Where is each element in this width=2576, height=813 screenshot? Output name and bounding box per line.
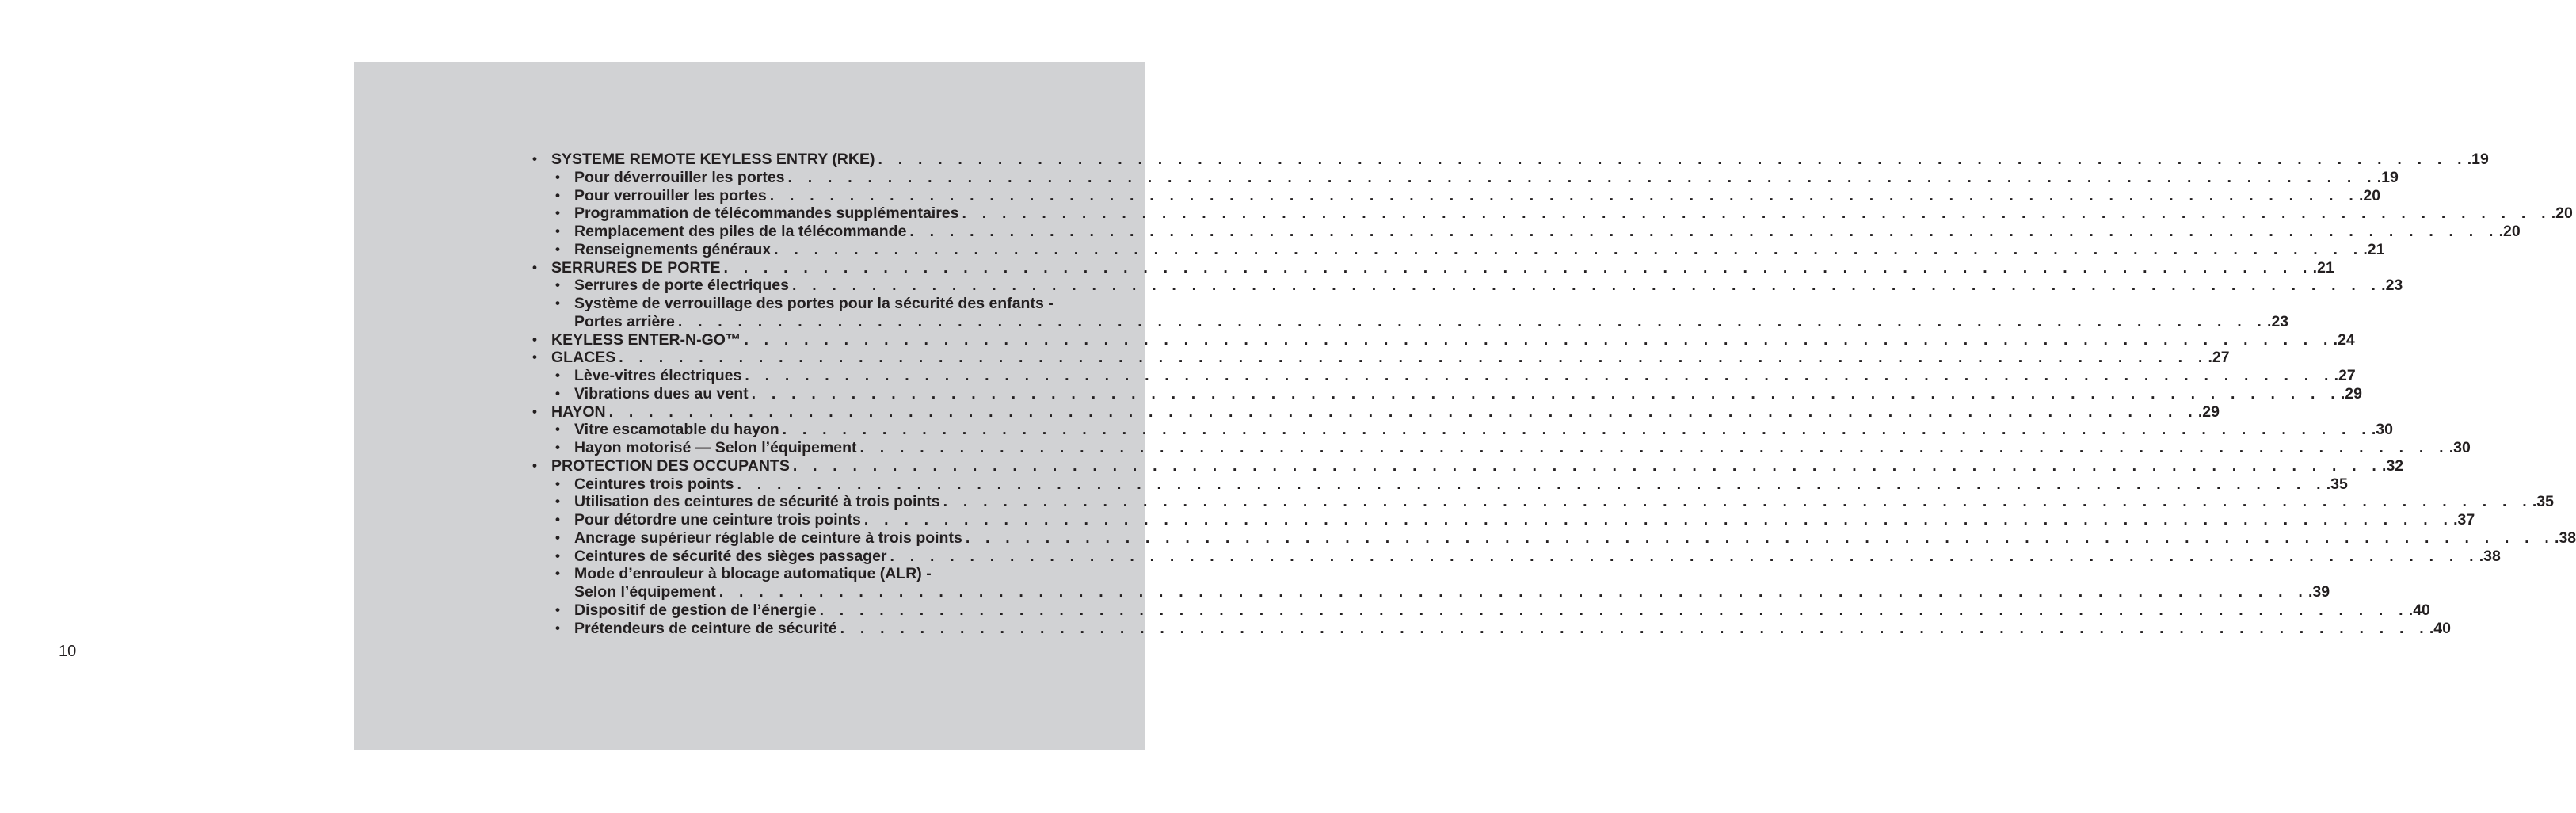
- dot-leader: . . . . . . . . . . . . . . . . . . . . . . . . . . . . . . . . . . . . . . . . . . . . . . . . . . . . . . . . . . . . . . . . . . . . . . . . . . . . . . . .: [962, 204, 2551, 223]
- toc-entry-page: .23: [2267, 312, 2289, 330]
- toc-entry-page: .20: [2498, 223, 2521, 240]
- toc-entry[interactable]: [532, 403, 2220, 422]
- toc-entry-page: .20: [2551, 204, 2573, 223]
- toc-entry-label: Programmation de télécommandes supplémentaires: [574, 204, 959, 223]
- toc-entry[interactable]: [532, 312, 2289, 331]
- dot-leader: . . . . . . . . . . . . . . . . . . . . . . . . . . . . . . . . . . . . . . . . . . . . . . . . . . . . . . . . . . . . . . . . . . . . . . . . . . . . . . . .: [859, 439, 2449, 456]
- toc-entry[interactable]: [532, 367, 2356, 385]
- dot-leader: . . . . . . . . . . . . . . . . . . . . . . . . . . . . . . . . . . . . . . . . . . . . . . . . . . . . . . . . . . . . . . . . . . . . . . . . . . . . . . . .: [718, 583, 2308, 601]
- toc-entry-label: Vitre escamotable du hayon: [574, 421, 779, 439]
- toc-entry[interactable]: [532, 475, 2348, 494]
- dot-leader: . . . . . . . . . . . . . . . . . . . . . . . . . . . . . . . . . . . . . . . . . . . . . . . . . . . . . . . . . . . . . . . . . . . . . . . . . . . . . . . .: [737, 475, 2326, 493]
- toc-entry[interactable]: [532, 168, 2399, 187]
- toc-entry[interactable]: [532, 204, 2573, 223]
- dot-leader: . . . . . . . . . . . . . . . . . . . . . . . . . . . . . . . . . . . . . . . . . . . . . . . . . . . . . . . . . . . . . . . . . . . . . . . . . . . . . . . .: [745, 367, 2334, 384]
- toc-entry-page: .40: [2408, 601, 2430, 619]
- toc-entry-page: .29: [2340, 384, 2362, 403]
- toc-entry-page: .35: [2532, 493, 2554, 511]
- toc-entry-page: .32: [2382, 456, 2404, 475]
- dot-leader: . . . . . . . . . . . . . . . . . . . . . . . . . . . . . . . . . . . . . . . . . . . . . . . . . . . . . . . . . . . . . . . . . . . . . . . . . . . . . . . .: [751, 384, 2341, 403]
- dot-leader: . . . . . . . . . . . . . . . . . . . . . . . . . . . . . . . . . . . . . . . . . . . . . . . . . . . . . . . . . . . . . . . . . . . . . . . . . . . . . . . .: [791, 277, 2382, 295]
- bullet-icon: •: [555, 512, 560, 527]
- dot-leader: . . . . . . . . . . . . . . . . . . . . . . . . . . . . . . . . . . . . . . . . . . . . . . . . . . . . . . . . . . . . . . . . . . . . . . . . . . . . . . . .: [769, 186, 2359, 204]
- toc-entry-page: .30: [2371, 421, 2393, 439]
- toc-entry-page: .38: [2555, 529, 2576, 547]
- bullet-icon: •: [555, 205, 560, 221]
- toc-entry-page: .35: [2326, 475, 2348, 493]
- toc-entry-label: Vibrations dues au vent: [574, 384, 749, 403]
- toc-entry[interactable]: [532, 186, 2381, 205]
- dot-leader: . . . . . . . . . . . . . . . . . . . . . . . . . . . . . . . . . . . . . . . . . . . . . . . . . . . . . . . . . . . . . . . . . . . . . . . . . . . . . . . .: [782, 421, 2372, 439]
- toc-entry-label: Prétendeurs de ceinture de sécurité: [574, 619, 837, 637]
- bullet-icon: •: [555, 494, 560, 510]
- toc-entry[interactable]: [532, 439, 2471, 457]
- toc-entry-label: PROTECTION DES OCCUPANTS: [551, 456, 790, 475]
- dot-leader: . . . . . . . . . . . . . . . . . . . . . . . . . . . . . . . . . . . . . . . . . . . . . . . . . . . . . . . . . . . . . . . . . . . . . . . . . . . . . . . .: [774, 240, 2364, 258]
- toc-entry-page: .27: [2334, 367, 2356, 384]
- bullet-icon: •: [555, 601, 560, 617]
- toc-entry[interactable]: [532, 456, 2404, 475]
- bullet-icon: •: [555, 385, 560, 401]
- dot-leader: . . . . . . . . . . . . . . . . . . . . . . . . . . . . . . . . . . . . . . . . . . . . . . . . . . . . . . . . . . . . . . . . . . . . . . . . . . . . . . . .: [840, 619, 2429, 637]
- dot-leader: . . . . . . . . . . . . . . . . . . . . . . . . . . . . . . . . . . . . . . . . . . . . . . . . . . . . . . . . . . . . . . . . . . . . . . . . . . . . . . . .: [723, 258, 2313, 277]
- toc-entry-label: Remplacement des piles de la télécommande: [574, 223, 907, 240]
- bullet-icon: •: [555, 277, 560, 293]
- toc-entry-label: Pour déverrouiller les portes: [574, 168, 785, 186]
- bullet-icon: •: [532, 349, 537, 365]
- toc-entry[interactable]: [532, 384, 2362, 403]
- toc-entry[interactable]: [532, 258, 2334, 277]
- toc-entry-page: .37: [2453, 511, 2475, 529]
- table-of-contents: [532, 151, 2576, 637]
- dot-leader: . . . . . . . . . . . . . . . . . . . . . . . . . . . . . . . . . . . . . . . . . . . . . . . . . . . . . . . . . . . . . . . . . . . . . . . . . . . . . . . .: [608, 403, 2198, 421]
- toc-entry-label: Hayon motorisé — Selon l’équipement: [574, 439, 857, 456]
- toc-entry-label: KEYLESS ENTER-N-GO™: [551, 330, 741, 349]
- toc-entry-label: Système de verrouillage des portes pour la sécurité des enfants -: [574, 295, 1054, 312]
- toc-entry-label: Lève-vitres électriques: [574, 367, 742, 384]
- toc-entry[interactable]: [532, 583, 2330, 601]
- bullet-icon: •: [555, 440, 560, 455]
- toc-entry[interactable]: [532, 493, 2554, 511]
- toc-entry-label: Ceintures de sécurité des sièges passager: [574, 547, 887, 565]
- toc-entry-label: HAYON: [551, 403, 606, 421]
- bullet-icon: •: [555, 241, 560, 257]
- dot-leader: . . . . . . . . . . . . . . . . . . . . . . . . . . . . . . . . . . . . . . . . . . . . . . . . . . . . . . . . . . . . . . . . . . . . . . . . . . . . . . . .: [890, 547, 2479, 565]
- dot-leader: . . . . . . . . . . . . . . . . . . . . . . . . . . . . . . . . . . . . . . . . . . . . . . . . . . . . . . . . . . . . . . . . . . . . . . . . . . . . . . . .: [965, 529, 2555, 547]
- dot-leader: . . . . . . . . . . . . . . . . . . . . . . . . . . . . . . . . . . . . . . . . . . . . . . . . . . . . . . . . . . . . . . . . . . . . . . . . . . . . . . . .: [792, 456, 2383, 475]
- dot-leader: . . . . . . . . . . . . . . . . . . . . . . . . . . . . . . . . . . . . . . . . . . . . . . . . . . . . . . . . . . . . . . . . . . . . . . . . . . . . . . . .: [787, 168, 2377, 186]
- toc-entry-page: .39: [2308, 583, 2330, 601]
- dot-leader: . . . . . . . . . . . . . . . . . . . . . . . . . . . . . . . . . . . . . . . . . . . . . . . . . . . . . . . . . . . . . . . . . . . . . . . . . . . . . . . .: [909, 223, 2499, 240]
- toc-entry[interactable]: [532, 601, 2430, 620]
- toc-entry-label: Ancrage supérieur réglable de ceinture à trois points: [574, 529, 962, 547]
- toc-entry-label: Dispositif de gestion de l’énergie: [574, 601, 817, 619]
- toc-entry[interactable]: [532, 151, 2489, 169]
- toc-entry[interactable]: [532, 295, 1085, 313]
- bullet-icon: •: [555, 548, 560, 563]
- bullet-icon: •: [532, 151, 537, 166]
- bullet-icon: •: [532, 331, 537, 347]
- toc-entry-page: .29: [2197, 403, 2220, 421]
- toc-entry-label: Serrures de porte électriques: [574, 277, 789, 295]
- bullet-icon: •: [555, 223, 560, 239]
- toc-entry[interactable]: [532, 619, 2451, 638]
- toc-entry-page: .23: [2381, 277, 2403, 295]
- bullet-icon: •: [555, 475, 560, 491]
- toc-entry-page: .40: [2429, 619, 2451, 637]
- toc-entry-page: .30: [2448, 439, 2471, 456]
- bullet-icon: •: [555, 169, 560, 185]
- toc-entry-page: .27: [2208, 349, 2230, 367]
- bullet-icon: •: [532, 259, 537, 275]
- toc-entry-page: .21: [2363, 240, 2385, 258]
- toc-entry-label: Ceintures trois points: [574, 475, 734, 493]
- toc-entry-label: Pour verrouiller les portes: [574, 186, 767, 204]
- toc-entry[interactable]: [532, 277, 2403, 295]
- toc-entry-label: Mode d’enrouleur à blocage automatique (ALR) -: [574, 565, 932, 583]
- toc-entry-label: GLACES: [551, 349, 616, 367]
- toc-entry[interactable]: [532, 565, 1085, 583]
- bullet-icon: •: [555, 566, 560, 582]
- toc-entry-page: .38: [2479, 547, 2501, 565]
- bullet-icon: •: [532, 403, 537, 419]
- toc-entry-label: SYSTEME REMOTE KEYLESS ENTRY (RKE): [551, 151, 875, 168]
- bullet-icon: •: [532, 457, 537, 473]
- toc-entry-page: .19: [2467, 151, 2489, 168]
- dot-leader: . . . . . . . . . . . . . . . . . . . . . . . . . . . . . . . . . . . . . . . . . . . . . . . . . . . . . . . . . . . . . . . . . . . . . . . . . . . . . . . .: [744, 330, 2334, 349]
- bullet-icon: •: [555, 187, 560, 203]
- toc-entry[interactable]: [532, 511, 2475, 529]
- bullet-icon: •: [555, 422, 560, 437]
- toc-entry-label: SERRURES DE PORTE: [551, 258, 721, 277]
- bullet-icon: •: [555, 620, 560, 636]
- toc-entry[interactable]: [532, 529, 2576, 548]
- toc-entry-page: .20: [2358, 186, 2381, 204]
- toc-entry[interactable]: [532, 330, 2355, 349]
- toc-entry-label: Pour détordre une ceinture trois points: [574, 511, 861, 529]
- dot-leader: . . . . . . . . . . . . . . . . . . . . . . . . . . . . . . . . . . . . . . . . . . . . . . . . . . . . . . . . . . . . . . . . . . . . . . . . . . . . . . . .: [878, 151, 2467, 168]
- bullet-icon: •: [555, 368, 560, 383]
- dot-leader: . . . . . . . . . . . . . . . . . . . . . . . . . . . . . . . . . . . . . . . . . . . . . . . . . . . . . . . . . . . . . . . . . . . . . . . . . . . . . . . .: [677, 312, 2268, 330]
- dot-leader: . . . . . . . . . . . . . . . . . . . . . . . . . . . . . . . . . . . . . . . . . . . . . . . . . . . . . . . . . . . . . . . . . . . . . . . . . . . . . . . .: [619, 349, 2208, 367]
- toc-entry-label: Selon l’équipement: [574, 583, 716, 601]
- toc-entry[interactable]: [532, 547, 2501, 566]
- dot-leader: . . . . . . . . . . . . . . . . . . . . . . . . . . . . . . . . . . . . . . . . . . . . . . . . . . . . . . . . . . . . . . . . . . . . . . . . . . . . . . . .: [863, 511, 2454, 529]
- toc-entry-label: Renseignements généraux: [574, 240, 772, 258]
- bullet-icon: •: [555, 529, 560, 545]
- dot-leader: . . . . . . . . . . . . . . . . . . . . . . . . . . . . . . . . . . . . . . . . . . . . . . . . . . . . . . . . . . . . . . . . . . . . . . . . . . . . . . . .: [943, 493, 2532, 511]
- toc-entry-page: .19: [2376, 168, 2399, 186]
- toc-entry[interactable]: [532, 421, 2393, 439]
- toc-entry-page: .21: [2312, 258, 2334, 277]
- toc-entry-label: Utilisation des ceintures de sécurité à trois points: [574, 493, 940, 511]
- dot-leader: . . . . . . . . . . . . . . . . . . . . . . . . . . . . . . . . . . . . . . . . . . . . . . . . . . . . . . . . . . . . . . . . . . . . . . . . . . . . . . . .: [819, 601, 2409, 619]
- toc-entry[interactable]: [532, 240, 2385, 259]
- toc-entry-label: Portes arrière: [574, 312, 675, 330]
- toc-entry-page: .24: [2333, 330, 2355, 349]
- toc-entry[interactable]: [532, 349, 2230, 367]
- page-number: 10: [59, 643, 77, 660]
- bullet-icon: •: [555, 296, 560, 311]
- toc-entry[interactable]: [532, 223, 2521, 241]
